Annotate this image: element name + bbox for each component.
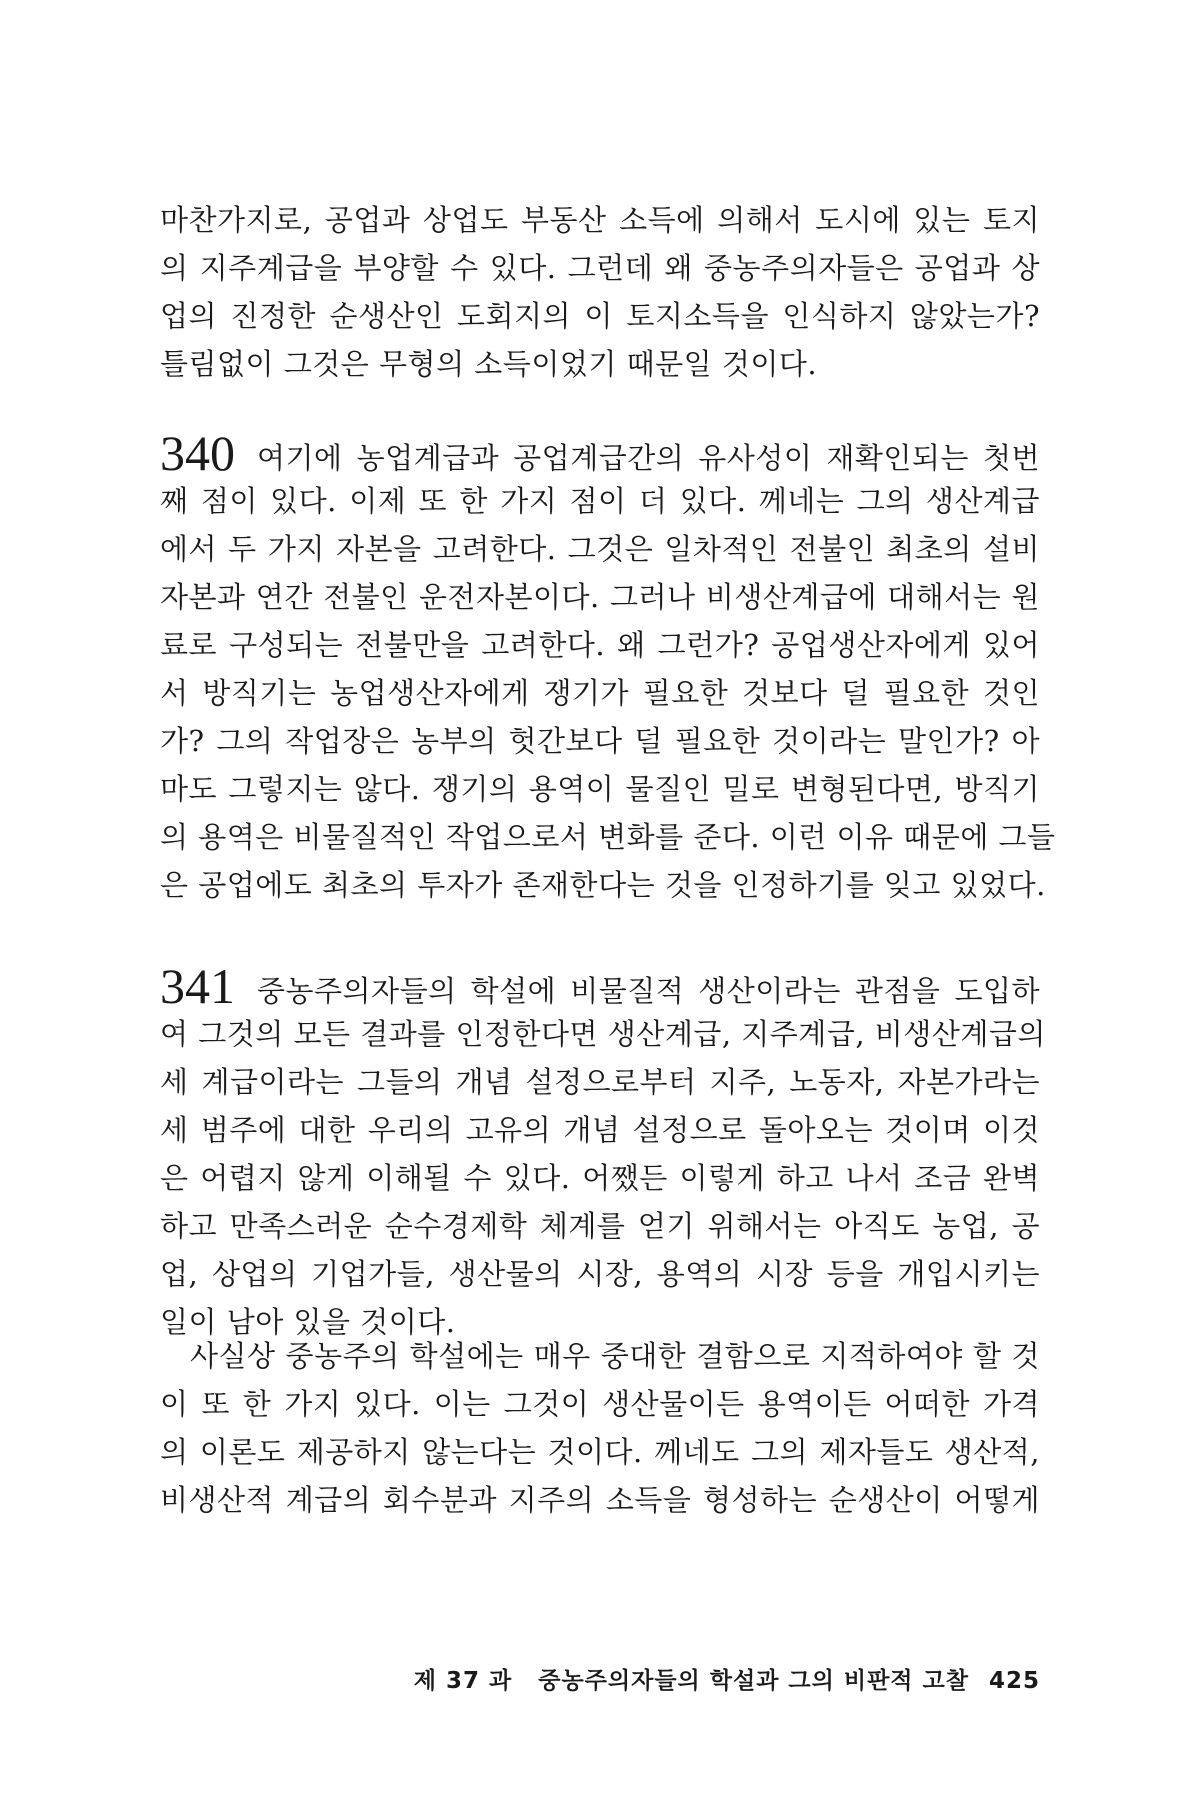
text-line: 업, 상업의 기업가들, 생산물의 시장, 용역의 시장 등을 개입시키는 (160, 1257, 1040, 1291)
text-line: 틀림없이 그것은 무형의 소득이었기 때문일 것이다. (160, 347, 818, 381)
text-line: 업의 진정한 순생산인 도회지의 이 토지소득을 인식하지 않았는가? (160, 299, 1040, 333)
text-line: 에서 두 가지 자본을 고려한다. 그것은 일차적인 전불인 최초의 설비 (160, 532, 1040, 566)
text-line: 사실상 중농주의 학설에는 매우 중대한 결함으로 지적하여야 할 것 (190, 1339, 1040, 1373)
text-line: 마찬가지로, 공업과 상업도 부동산 소득에 의해서 도시에 있는 토지 (160, 203, 1040, 237)
text-line: 의 지주계급을 부양할 수 있다. 그런데 왜 중농주의자들은 공업과 상 (160, 251, 1040, 285)
paragraph-340 (160, 425, 1056, 909)
text-line: 일이 남아 있을 것이다. (160, 1305, 456, 1339)
text-line: 자본과 연간 전불인 운전자본이다. 그러나 비생산계급에 대해서는 원 (160, 580, 1040, 614)
text-line: 서 방직기는 농업생산자에게 쟁기가 필요한 것보다 덜 필요한 것인 (160, 676, 1040, 710)
text-line: 이 또 한 가지 있다. 이는 그것이 생산물이든 용역이든 어떠한 가격 (160, 1387, 1040, 1421)
text-line: 의 용역은 비물질적인 작업으로서 변화를 준다. 이런 이유 때문에 그들 (160, 820, 1056, 854)
paragraph-number: 341 (160, 958, 235, 1014)
footer-chapter: 제 37 과 (413, 1668, 513, 1694)
text-line: 비생산적 계급의 회수분과 지주의 소득을 형성하는 순생산이 어떻게 (160, 1483, 1040, 1517)
text-line: 가? 그의 작업장은 농부의 헛간보다 덜 필요한 것이라는 말인가? 아 (160, 724, 1040, 758)
text-line: 료로 구성되는 전불만을 고려한다. 왜 그런가? 공업생산자에게 있어 (160, 628, 1040, 662)
text-line: 여 그것의 모든 결과를 인정한다면 생산계급, 지주계급, 비생산계급의 (160, 1017, 1046, 1051)
text-line (160, 425, 1040, 481)
text-line-content: 중농주의자들의 학설에 비물질적 생산이라는 관점을 도입하 (257, 974, 1040, 1008)
footer-title: 중농주의자들의 학설과 그의 비판적 고찰 (538, 1668, 969, 1694)
text-line (160, 958, 1040, 1014)
paragraph-number: 340 (160, 425, 235, 481)
text-line: 은 공업에도 최초의 투자가 존재한다는 것을 인정하기를 잊고 있었다. (160, 868, 1046, 902)
text-line: 의 이론도 제공하지 않는다는 것이다. 께네도 그의 제자들도 생산적, (160, 1435, 1040, 1469)
text-line: 세 계급이라는 그들의 개념 설정으로부터 지주, 노동자, 자본가라는 (160, 1065, 1040, 1099)
paragraph-341 (160, 958, 1046, 1346)
text-line: 하고 만족스러운 순수경제학 체계를 얻기 위해서는 아직도 농업, 공 (160, 1209, 1040, 1243)
page-footer (414, 1662, 1040, 1695)
paragraph-following (160, 1332, 1040, 1524)
text-line: 마도 그렇지는 않다. 쟁기의 용역이 물질인 밀로 변형된다면, 방직기 (160, 772, 1040, 806)
paragraph-continuation (160, 196, 1040, 388)
text-line: 은 어렵지 않게 이해될 수 있다. 어쨌든 이렇게 하고 나서 조금 완벽 (160, 1161, 1040, 1195)
text-line-content: 여기에 농업계급과 공업계급간의 유사성이 재확인되는 첫번 (257, 441, 1040, 475)
text-line: 째 점이 있다. 이제 또 한 가지 점이 더 있다. 께네는 그의 생산계급 (160, 484, 1040, 518)
text-line: 세 범주에 대한 우리의 고유의 개념 설정으로 돌아오는 것이며 이것 (160, 1113, 1040, 1147)
page-number: 425 (988, 1668, 1040, 1694)
